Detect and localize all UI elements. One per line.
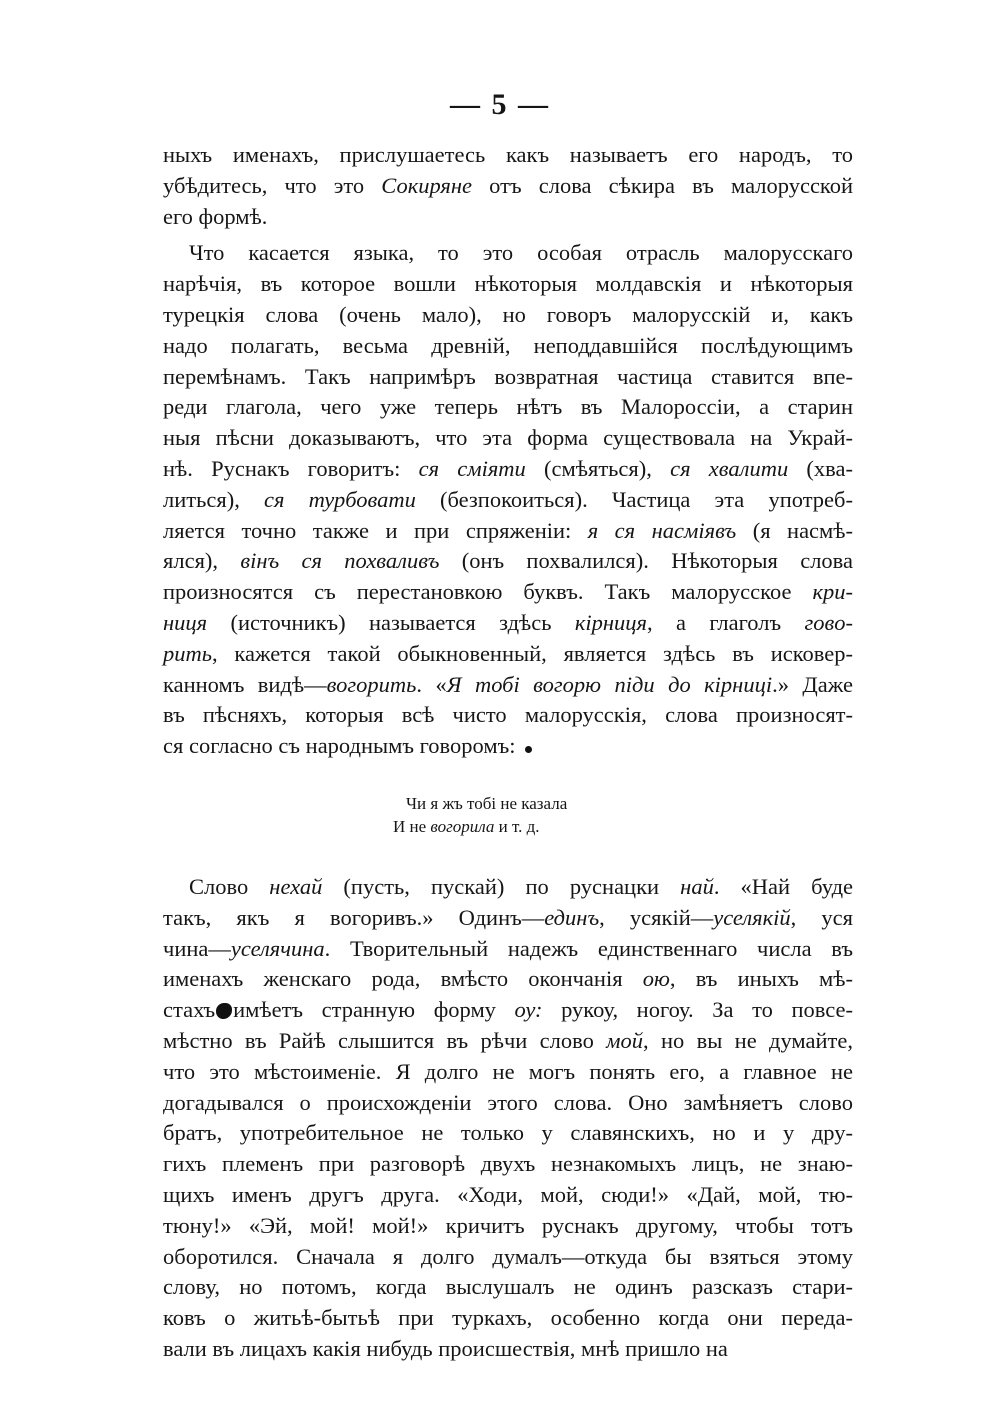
text-line: турецкія слова (очень мало), но говоръ малорусскій и, какъ <box>163 301 853 327</box>
text-line: перемѣнамъ. Такъ напримѣръ возвратная частица ставится впе- <box>163 363 853 389</box>
text-line: оборотился. Сначала я долго думалъ—откуда бы взяться этому <box>163 1243 853 1269</box>
text-line: убѣдитесь, что это Сокиряне отъ слова сѣкира въ малорусской <box>163 172 854 198</box>
verse-line: И не вогорила и т. д. <box>393 816 540 836</box>
paragraph <box>163 140 853 232</box>
text-line: ляется точно также и при спряженіи: я ся насміявъ (я насмѣ- <box>163 517 853 543</box>
italic-term: оу: <box>514 997 543 1023</box>
text-line: такъ, якъ я вогоривъ.» Одинъ—единъ, усякій—уселякій, уся <box>163 904 853 930</box>
paragraph <box>163 238 853 762</box>
text-line: тюну!» «Эй, мой! мой!» кричитъ руснакъ другому, чтобы тотъ <box>163 1212 853 1238</box>
text-line: реди глагола, чего уже теперь нѣтъ въ Малороссіи, а старин <box>163 394 853 420</box>
ink-blot <box>216 1003 232 1019</box>
text-line: литься), ся турбовати (безпокоиться). Частица эта употреб- <box>163 486 853 512</box>
text-line: Слово нехай (пусть, пускай) по руснацки най. «Най буде <box>189 873 853 899</box>
text-line: братъ, употребительное не только у славянскихъ, но и у дру- <box>163 1120 853 1146</box>
italic-term: кри- <box>812 579 853 605</box>
italic-term: Я тобі вогорю піди до кірниці <box>446 671 773 697</box>
paragraph <box>163 872 853 1365</box>
italic-term: я ся насміявъ <box>587 517 737 543</box>
text-line: ся согласно съ народнымъ говоромъ: <box>163 731 853 762</box>
text-line: ковъ о житьѣ-бытьѣ при туркахъ, особенно когда они переда- <box>163 1305 853 1331</box>
text-line: гихъ племенъ при разговорѣ двухъ незнакомыхъ лицъ, не знаю- <box>163 1151 853 1177</box>
italic-term: ою <box>642 966 670 992</box>
italic-term: мой <box>606 1027 644 1053</box>
text-line: Что касается языка, то это особая отрасль малорусскаго <box>189 240 853 266</box>
italic-term: нехай <box>269 873 323 899</box>
text-line: что это мѣстоименіе. Я долго не могъ понять его, а главное не <box>163 1058 853 1084</box>
italic-term: най <box>680 873 714 899</box>
body-text <box>163 140 853 1365</box>
text-line: ниця (источникъ) называется здѣсь кірниця, а глаголъ говo- <box>163 609 853 635</box>
text-line: догадывался о происхожденіи этого слова. Оно замѣняетъ слово <box>163 1089 853 1115</box>
text-line: щихъ именъ другъ друга. «Ходи, мой, сюди!» «Дай, мой, тю- <box>163 1181 853 1207</box>
italic-term: говo- <box>804 609 853 635</box>
text-line: нарѣчія, въ которое вошли нѣкоторыя молдавскія и нѣкоторыя <box>163 271 853 297</box>
text-line: въ пѣсняхъ, которыя всѣ чисто малорусскія, слова произносят- <box>163 702 853 728</box>
verse-line: Чи я жъ тобі не казала <box>406 793 568 813</box>
stray-mark <box>525 746 532 753</box>
italic-term: ниця <box>163 609 208 635</box>
italic-term: единъ <box>544 904 600 930</box>
text-line: вали въ лицахъ какія нибудь происшествія, мнѣ пришло на <box>163 1335 728 1361</box>
italic-term: уселячина <box>230 935 325 961</box>
text-line: стахъ имѣетъ странную форму оу: рукоу, ногоу. За то повсе- <box>163 997 853 1023</box>
text-line: произносятся съ перестановкою буквъ. Такъ малорусское кри- <box>163 579 853 605</box>
italic-term: Сокиряне <box>381 172 473 198</box>
italic-term: кірниця <box>574 609 648 635</box>
italic-term: ся турбовати <box>263 486 416 512</box>
text-line: слову, но потомъ, когда выслушалъ не одинъ разсказъ стари- <box>163 1274 853 1300</box>
page-number: — 5 — <box>450 88 550 121</box>
text-line: надо полагать, весьма древній, неподдавшійся послѣдующимъ <box>163 332 853 358</box>
text-line: рить, кажется такой обыкновенный, является здѣсь въ исковер- <box>163 640 853 666</box>
italic-term: вогорить <box>326 671 417 697</box>
italic-term: рить <box>163 640 212 666</box>
italic-term: вогорила <box>430 816 495 836</box>
text-line: ныхъ именахъ, прислушаетесь какъ называетъ его народъ, то <box>163 142 853 167</box>
text-line: нѣ. Руснакъ говоритъ: ся сміяти (смѣяться), ся хвалити (хва- <box>163 455 853 481</box>
italic-term: ся хвалити <box>670 455 789 481</box>
text-line: мѣстно въ Райѣ слышится въ рѣчи слово мой, но вы не думайте, <box>163 1027 853 1053</box>
text-line: ныя пѣсни доказываютъ, что эта форма существовала на Украй- <box>163 425 853 451</box>
text-line: чина—уселячина. Творительный надежъ единственнаго числа въ <box>163 935 853 961</box>
italic-term: вінъ ся похваливъ <box>240 548 440 574</box>
italic-term: уселякій <box>713 904 791 930</box>
text-line: канномъ видѣ—вогорить. «Я тобі вогорю піди до кірниці.» Даже <box>163 671 854 697</box>
text-line: именахъ женскаго рода, вмѣсто окончанія ою, въ иныхъ мѣ- <box>163 966 854 992</box>
text-line: ялся), вінъ ся похваливъ (онъ похвалился). Нѣкоторыя слова <box>163 548 853 574</box>
text-line: его формѣ. <box>163 203 268 229</box>
italic-term: ся сміяти <box>418 455 526 481</box>
